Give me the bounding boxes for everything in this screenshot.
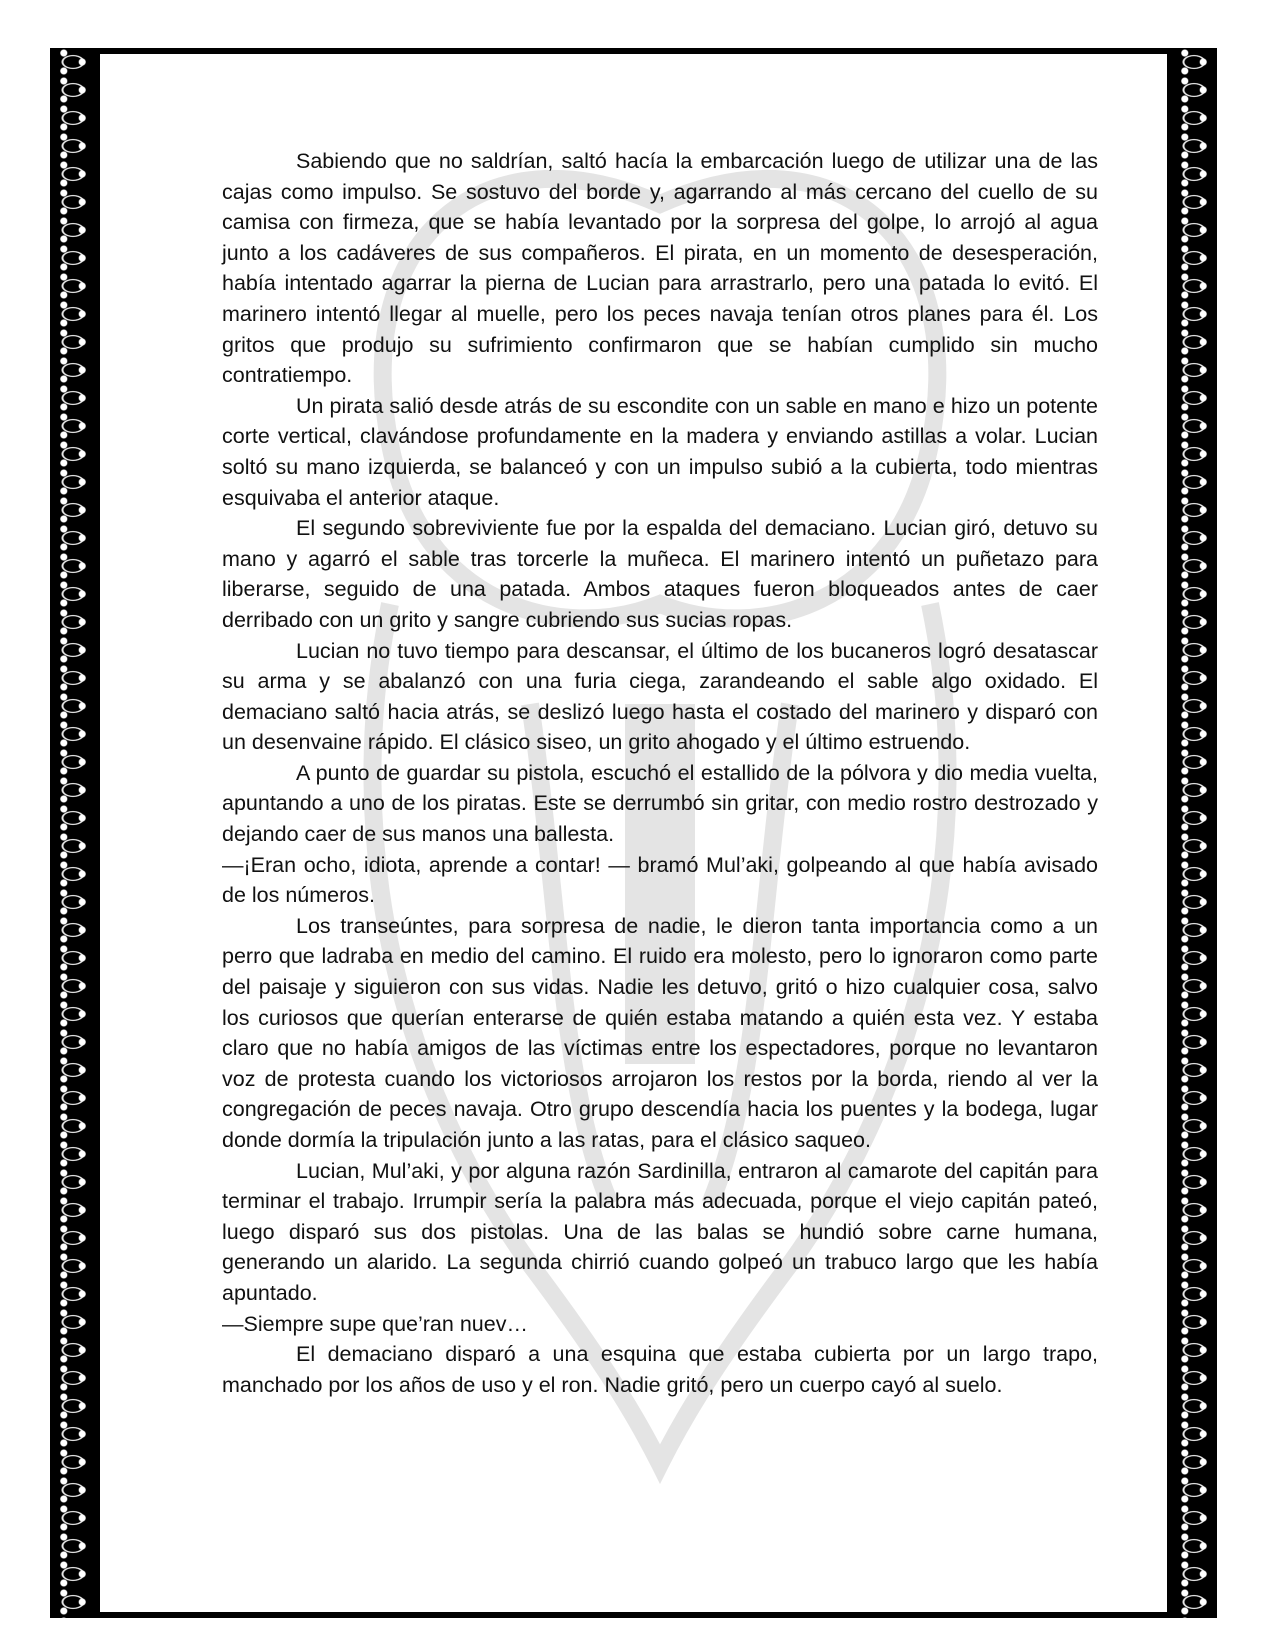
dialogue-line: —Siempre supe que’ran nuev… [222, 1311, 528, 1336]
paragraph: Un pirata salió desde atrás de su escondite con un sable en mano e hizo un potente corte vertical, clavándose profundamente en la madera y enviando astillas a volar. Lucian soltó su mano izquierda, se balanceó y con un impulso subió a la cubierta, todo mientras esquivaba el anterior ataque. [222, 393, 1098, 510]
body-text [222, 146, 1098, 1400]
paragraph: Lucian, Mul’aki, y por alguna razón Sardinilla, entraron al camarote del capitán para terminar el trabajo. Irrumpir sería la palabra más adecuada, porque el viejo capitán pateó, luego disparó sus dos pistolas. Una de las balas se hundió sobre carne humana, generando un alarido. La segunda chirrió cuando golpeó un trabuco largo que les había apuntado. [222, 1158, 1098, 1305]
paragraph: A punto de guardar su pistola, escuchó el estallido de la pólvora y dio media vuelta, apuntando a uno de los piratas. Este se derrumbó sin gritar, con medio rostro destrozado y dejando caer de sus manos una ballesta. [222, 760, 1098, 847]
paragraph: Los transeúntes, para sorpresa de nadie, le dieron tanta importancia como a un perro que ladraba en medio del camino. El ruido era molesto, pero lo ignoraron como parte del paisaje y siguieron con sus vidas. Nadie les detuvo, gritó o hizo cualquier cosa, salvo los curiosos que querían enterarse de quién estaba matando a quién esta vez. Y estaba claro que no había amigos de las víctimas entre los espectadores, porque no levantaron voz de protesta cuando los victoriosos arrojaron los restos por la borda, riendo al ver la congregación de peces navaja. Otro grupo descendía hacia los puentes y la bodega, lugar donde dormía la tripulación junto a las ratas, para el clásico saqueo. [222, 913, 1098, 1152]
right-ornamental-border [1171, 48, 1217, 1618]
dialogue-line: —¡Eran ocho, idiota, aprende a contar! — bramó Mul’aki, golpeando al que había avisado de los números. [222, 852, 1098, 908]
paragraph: El segundo sobreviviente fue por la espalda del demaciano. Lucian giró, detuvo su mano y agarró el sable tras torcerle la muñeca. El marinero intentó un puñetazo para liberarse, seguido de una patada. Ambos ataques fueron bloqueados antes de caer derribado con un grito y sangre cubriendo sus sucias ropas. [222, 516, 1098, 632]
paragraph: El demaciano disparó a una esquina que estaba cubierta por un largo trapo, manchado por los años de uso y el ron. Nadie gritó, pero un cuerpo cayó al suelo. [222, 1342, 1098, 1397]
paragraph: Sabiendo que no saldrían, saltó hacía la embarcación luego de utilizar una de las cajas como impulso. Se sostuvo del borde y, agarrando al más cercano del cuello de su camisa con firmeza, que se había levantado por la sorpresa del golpe, lo arrojó al agua junto a los cadáveres de sus compañeros. El pirata, en un momento de desesperación, había intentado agarrar la pierna de Lucian para arrastrarlo, pero una patada lo evitó. El marinero intentó llegar al muelle, pero los peces navaja tenían otros planes para él. Los gritos que produjo su sufrimiento confirmaron que se habían cumplido sin mucho contratiempo. [222, 149, 1098, 388]
page-frame [50, 48, 1217, 1618]
paragraph: Lucian no tuvo tiempo para descansar, el último de los bucaneros logró desatascar su arma y se abalanzó con una furia ciega, zarandeando el sable algo oxidado. El demaciano saltó hacia atrás, se deslizó luego hasta el costado del marinero y disparó con un desenvaine rápido. El clásico siseo, un grito ahogado y el último estruendo. [222, 638, 1098, 755]
left-ornamental-border [50, 48, 96, 1618]
page-content-area [100, 54, 1167, 1612]
